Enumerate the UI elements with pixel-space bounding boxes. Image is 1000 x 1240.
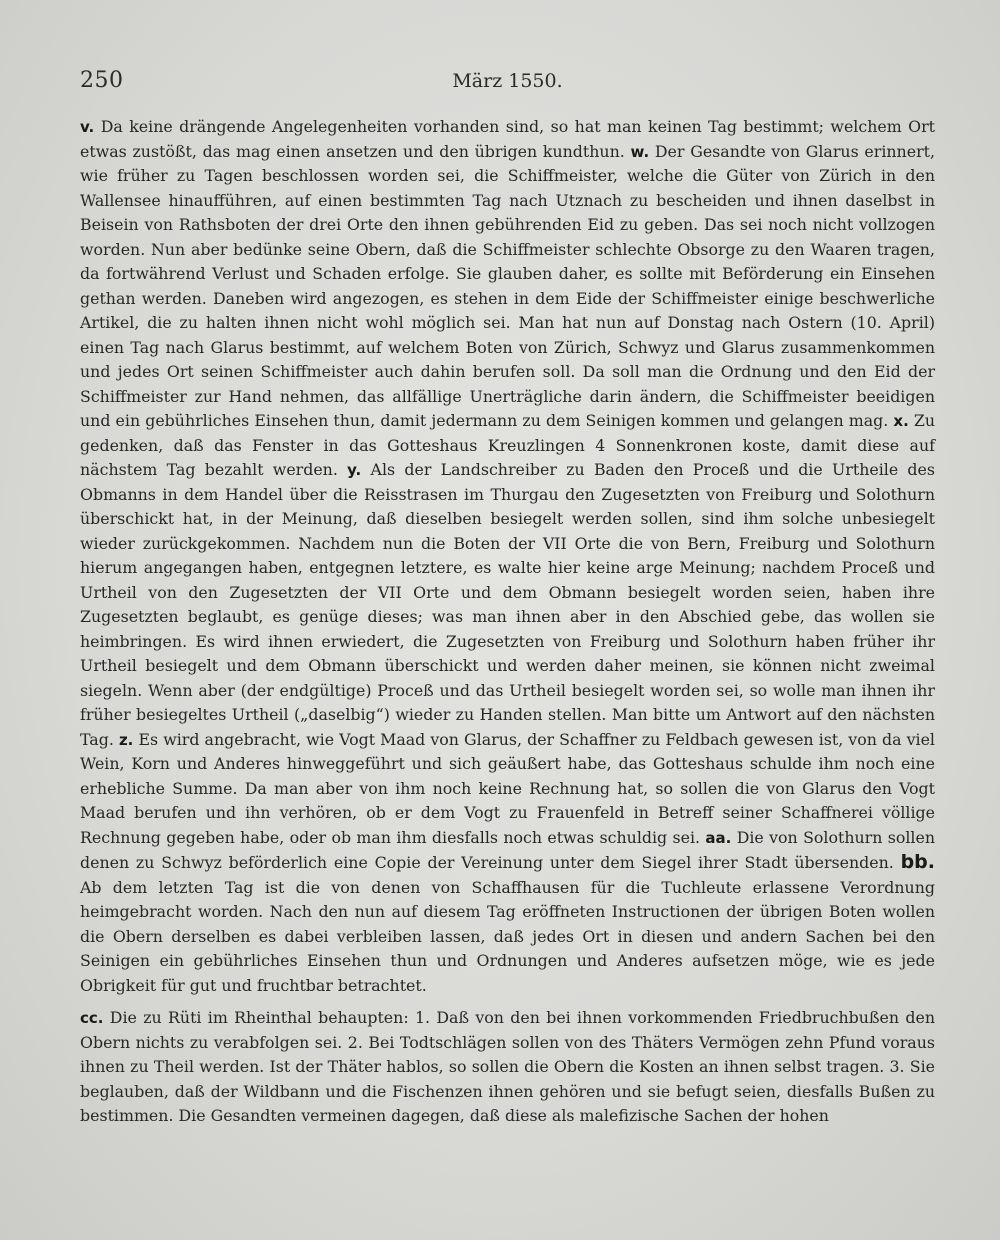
section-text: Als der Landschreiber zu Baden den Proceß und die Urtheile des Obmanns in dem Handel über die Reisstrasen im Thurgau den Zugesetzten von Freiburg und Solothurn überschickt hat, in der Meinung, daß dieselben besiegelt werden sollen, sind ihm solche unbesiegelt wieder zurückgekommen. Nachdem nun die Boten der VII Orte die von Bern, Freiburg und Solothurn hierum angegangen haben, entgegnen letztere, es walte hier keine arge Meinung; nachdem Proceß und Urtheil von den Zugesetzten der VII Orte und dem Obmann besiegelt worden seien, haben ihre Zugesetzten beglaubt, es genüge dieses; was man ihnen aber in den Abschied gebe, das wollen sie heimbringen. Es wird ihnen erwiedert, die Zugesetzten von Freiburg und Solothurn haben früher ihr Urtheil besiegelt und dem Obmann überschickt und werden daher meinen, sie können nicht zweimal siegeln. Wenn aber (der endgültige) Proceß und das Urtheil besiegelt worden sei, so wolle man ihnen ihr früher besiegeltes Urtheil („daselbig“) wieder zu Handen stellen. Man bitte um Antwort auf den nächsten Tag. — [80, 460, 935, 749]
section-marker: x. — [893, 412, 909, 430]
section-text: Die von Solothurn sollen denen zu Schwyz beförderlich eine Copie der Vereinung unter dem Siegel ihrer Stadt übersenden. — [80, 827, 935, 872]
section-text: Der Gesandte von Glarus erinnert, wie früher zu Tagen beschlossen worden sei, die Schiffmeister, welche die Güter von Zürich in den Wallensee hinaufführen, auf einen bestimmten Tag nach Utznach zu bescheiden und ihnen daselbst in Beisein von Rathsboten der drei Orte den ihnen gebührenden Eid zu geben. Das sei noch nicht vollzogen worden. Nun aber bedünke seine Obern, daß die Schiffmeister schlechte Obsorge zu den Waaren tragen, da fortwährend Verlust und Schaden erfolge. Sie glauben daher, es sollte mit Beförderung ein Einsehen gethan werden. Daneben wird angezogen, es stehen in dem Eide der Schiffmeister einige beschwerliche Artikel, die zu halten ihnen nicht wohl möglich sei. Man hat nun auf Donstag nach Ostern (10. April) einen Tag nach Glarus bestimmt, auf welchem Boten von Zürich, Schwyz und Glarus zusammenkommen und jedes Ort seinen Schiffmeister auch dahin berufen soll. Da soll man die Ordnung und den Eid der Schiffmeister zur Hand nehmen, das allfällige Unerträgliche darin ändern, die Schiffmeister beeidigen und ein gebührliches Einsehen thun, damit jedermann zu dem Seinigen kommen und gelangen mag. — [80, 141, 935, 430]
section-marker: bb. — [900, 851, 935, 873]
running-head: März 1550. — [452, 70, 563, 92]
paragraph — [80, 115, 935, 998]
section-marker: cc. — [80, 1009, 104, 1027]
section-marker: z. — [118, 730, 134, 749]
section-text: Die zu Rüti im Rheinthal behaupten: 1. Daß von den bei ihnen vorkommenden Friedbruchbußen den Obern nichts zu verabfolgen sei. 2. Bei Todtschlägen sollen von des Thäters Vermögen zehn Pfund voraus ihnen zu Theil werden. Ist der Thäter hablos, so sollen die Obern die Kosten an ihnen selbst tragen. 3. Sie beglauben, daß der Wildbann und die Fischenzen ihnen gehören und sie befugt seien, diesfalls Bußen zu bestimmen. Die Gesandten vermeinen dagegen, daß diese als malefizische Sachen der hohen — [80, 1008, 935, 1125]
section-marker: y. — [347, 461, 362, 479]
section-text: Es wird angebracht, wie Vogt Maad von Glarus, der Schaffner zu Feldbach gewesen ist, von da viel Wein, Korn und Anderes hinweggeführt und sich geäußert habe, das Gotteshaus schulde ihm noch eine erhebliche Summe. Da man aber von ihm noch keine Rechnung hat, so sollen die von Glarus den Vogt Maad berufen und ihn verhören, ob er dem Vogt zu Frauenfeld in Betreff seiner Schaffnerei völlige Rechnung gegeben habe, oder ob man ihm diesfalls noch etwas schuldig sei. — [80, 729, 935, 847]
section-text: Da keine drängende Angelegenheiten vorhanden sind, so hat man keinen Tag bestimmt; welchem Ort etwas zustößt, das mag einen ansetzen und den übrigen kundthun. — [80, 117, 935, 161]
section-text: Ab dem letzten Tag ist die von denen von Schaffhausen für die Tuchleute erlassene Verordnung heimgebracht worden. Nach den nun auf diesem Tag eröffneten Instructionen der übrigen Boten wollen die Obern derselben es dabei verbleiben lassen, daß jedes Ort in diesen und andern Sachen bei den Seinigen ein gebührliches Einsehen thun und Ordnungen und Anderes aufsetzen möge, wie es jede Obrigkeit für gut und fruchtbar betrachtet. — [80, 877, 935, 995]
body-text — [80, 115, 935, 1129]
section-marker: v. — [80, 118, 95, 136]
section-text: Zu gedenken, daß das Fenster in das Gotteshaus Kreuzlingen 4 Sonnenkronen koste, damit diese auf nächstem Tag bezahlt werden. — [80, 411, 936, 479]
section-marker: aa. — [705, 828, 732, 847]
page-header — [80, 68, 935, 102]
page-number: 250 — [80, 68, 124, 93]
paragraph — [80, 1006, 935, 1129]
section-marker: w. — [630, 142, 650, 161]
